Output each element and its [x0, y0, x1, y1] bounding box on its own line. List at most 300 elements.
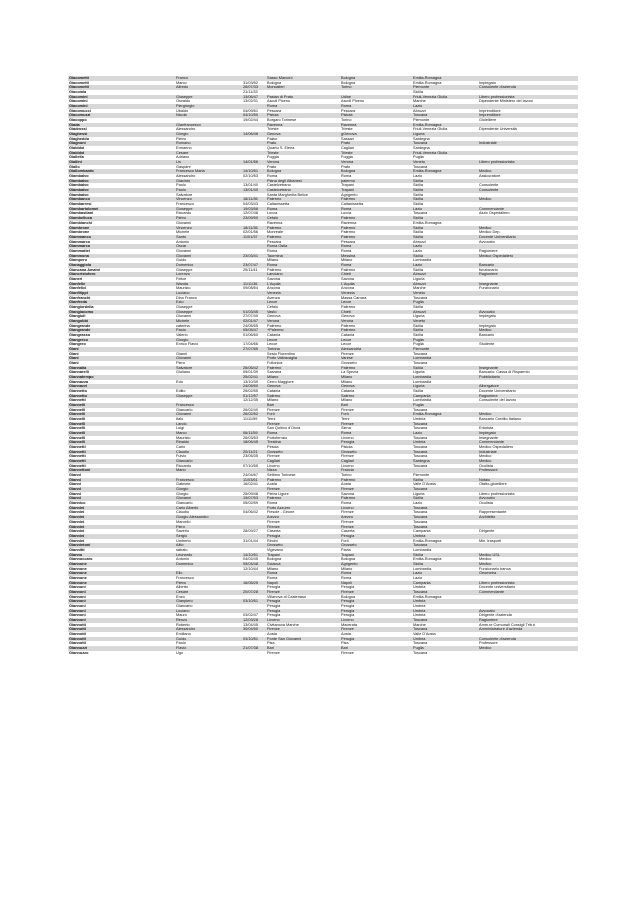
town-cell: Milano: [266, 398, 340, 403]
town-cell: Napoli: [266, 581, 340, 586]
town-cell: Villanova di Castenaso: [266, 595, 340, 600]
first-name-cell: Leonardo: [175, 553, 242, 558]
town-cell: Cerro Maggiore: [266, 380, 340, 385]
first-name-cell: Valerio: [175, 333, 242, 338]
profession-cell: Avvocato: [478, 310, 578, 315]
town-cell: Pescara: [266, 240, 340, 245]
profession-cell: Medico Ospedaliero: [478, 254, 578, 259]
region-cell: Lazio: [412, 104, 478, 109]
surname-cell: Giannelli: [68, 417, 175, 422]
region-cell: Valle D'Aosta: [412, 482, 478, 487]
town-cell: Trieste: [266, 151, 340, 156]
profession-cell: Assicuratore: [478, 174, 578, 179]
region-cell: Lazio: [412, 431, 478, 436]
town-cell: Bari: [266, 403, 340, 408]
first-name-cell: Francesco: [175, 403, 242, 408]
region-cell: Toscana: [412, 515, 478, 520]
profession-cell: Dipendente Ministero del lavoro: [478, 99, 578, 104]
birth-date-cell: 11/01/37: [242, 235, 266, 240]
first-name-cell: Ezio: [175, 300, 242, 305]
first-name-cell: Mario: [175, 468, 242, 473]
surname-cell: Giannini: [68, 510, 175, 515]
birth-date-cell: 20/11/21: [242, 450, 266, 455]
surname-cell: Giannatempo: [68, 375, 175, 380]
province-cell: Massa Carrara: [340, 296, 412, 301]
region-cell: Toscana: [412, 651, 478, 656]
birth-date-cell: 01/06/60: [242, 333, 266, 338]
birth-date-cell: 13/01/40: [242, 183, 266, 188]
profession-cell: Medico Dep.: [478, 230, 578, 235]
town-cell: Tortona: [266, 347, 340, 352]
town-cell: Palermo: [266, 366, 340, 371]
region-cell: Umbria: [412, 534, 478, 539]
first-name-cell: Giorgio: [175, 492, 242, 497]
town-cell: Rimini: [266, 539, 340, 544]
surname-cell: Giannintoni: [68, 543, 175, 548]
town-cell: Livorno: [266, 464, 340, 469]
birth-date-cell: 02/01/56: [242, 230, 266, 235]
region-cell: Sardegna: [412, 137, 478, 142]
surname-cell: Giangiacomo: [68, 310, 175, 315]
records-table: [68, 76, 578, 655]
town-cell: Palermo: [266, 235, 340, 240]
first-name-cell: Giovanni: [175, 412, 242, 417]
first-name-cell: Salvatore: [175, 193, 242, 198]
province-cell: Firenze: [340, 510, 412, 515]
province-cell: Firenze: [340, 525, 412, 530]
region-cell: Sicilia: [412, 366, 478, 371]
province-cell: Roma: [340, 431, 412, 436]
province-cell: Perugia: [340, 440, 412, 445]
town-cell: Firenze: [266, 525, 340, 530]
profession-cell: Libero professionista: [478, 492, 578, 497]
first-name-cell: Romano: [175, 141, 242, 146]
first-name-cell: Saverio: [175, 529, 242, 534]
profession-cell: Docente universitario: [478, 585, 578, 590]
province-cell: Venezia: [340, 291, 412, 296]
province-cell: Alessandria: [340, 347, 412, 352]
first-name-cell: Lis: [175, 160, 242, 165]
first-name-cell: Cesare: [175, 151, 242, 156]
birth-date-cell: 18/11/36: [242, 226, 266, 231]
town-cell: Livorno: [266, 618, 340, 623]
town-cell: Piana degli Albanesi: [266, 179, 340, 184]
profession-cell: Insegnante: [478, 436, 578, 441]
town-cell: Savona: [266, 277, 340, 282]
province-cell: Terni: [340, 417, 412, 422]
profession-cell: Professore: [478, 468, 578, 473]
region-cell: Sicilia: [412, 197, 478, 202]
profession-cell: Medico: [478, 562, 578, 567]
province-cell: Perugia: [340, 534, 412, 539]
town-cell: Perugia: [266, 585, 340, 590]
region-cell: Friuli-Venezia Giulia: [412, 151, 478, 156]
first-name-cell: Domenico: [175, 562, 242, 567]
region-cell: Lombardia: [412, 356, 478, 361]
surname-cell: Giannoni: [68, 599, 175, 604]
province-cell: Roma: [340, 174, 412, 179]
first-name-cell: Claudio: [175, 450, 242, 455]
profession-cell: Imprenditore: [478, 113, 578, 118]
first-name-cell: Piero: [175, 525, 242, 530]
profession-cell: Imprenditore: [478, 109, 578, 114]
province-cell: Milano: [340, 398, 412, 403]
province-cell: Trapani: [340, 183, 412, 188]
profession-cell: Ragioniere: [478, 394, 578, 399]
province-cell: Palermo: [340, 324, 412, 329]
province-cell: Milano: [340, 567, 412, 572]
town-cell: Roma: [266, 174, 340, 179]
province-cell: Bari: [340, 646, 412, 651]
birth-date-cell: 12/12/35: [242, 398, 266, 403]
region-cell: Friuli-Venezia Giulia: [412, 95, 478, 100]
surname-cell: Giannelli: [68, 426, 175, 431]
surname-cell: Giannotti: [68, 637, 175, 642]
surname-cell: Giangrande: [68, 328, 175, 333]
surname-cell: Giannelli: [68, 403, 175, 408]
province-cell: Agrigento: [340, 562, 412, 567]
region-cell: Umbria: [412, 440, 478, 445]
province-cell: Roma: [340, 576, 412, 581]
province-cell: Prato: [340, 165, 412, 170]
surname-cell: Giallella: [68, 155, 175, 160]
surname-cell: Giacometti: [68, 81, 175, 86]
profession-cell: Consulente d'azienda: [478, 637, 578, 642]
province-cell: Firenze: [340, 590, 412, 595]
region-cell: Liguria: [412, 314, 478, 319]
surname-cell: Giacomini: [68, 104, 175, 109]
birth-date-cell: 14/01/56: [242, 160, 266, 165]
birth-date-cell: 09/01/39: [242, 370, 266, 375]
surname-cell: Giambartolomei: [68, 207, 175, 212]
birth-date-cell: 26/07/33: [242, 85, 266, 90]
first-name-cell: Gianni: [175, 352, 242, 357]
town-cell: Pisa: [266, 641, 340, 646]
profession-cell: Professore: [478, 641, 578, 646]
first-name-cell: Salvatore: [175, 366, 242, 371]
first-name-cell: Ermanno: [175, 146, 242, 151]
first-name-cell: Pietro: [175, 137, 242, 142]
province-cell: Ravenna: [340, 221, 412, 226]
first-name-cell: Roberto: [175, 623, 242, 628]
profession-cell: Consulente del lavoro: [478, 398, 578, 403]
birth-date-cell: 13/06/47: [242, 95, 266, 100]
surname-cell: Gianfelle: [68, 282, 175, 287]
profession-cell: Libero professionista: [478, 95, 578, 100]
surname-cell: Giannone: [68, 581, 175, 586]
town-cell: Bologna: [266, 169, 340, 174]
first-name-cell: Giuliano: [175, 370, 242, 375]
province-cell: Palermo: [340, 216, 412, 221]
region-cell: Campania: [412, 581, 478, 586]
town-cell: Palermo: [266, 478, 340, 483]
first-name-cell: Paolo: [175, 641, 242, 646]
first-name-cell: Francesco: [175, 478, 242, 483]
surname-cell: Giangreco: [68, 338, 175, 343]
province-cell: Catania: [340, 389, 412, 394]
profession-cell: Medico: [478, 459, 578, 464]
profession-cell: Funzionario banca: [478, 567, 578, 572]
region-cell: Toscana: [412, 141, 478, 146]
region-cell: Liguria: [412, 384, 478, 389]
town-cell: Foggia: [266, 155, 340, 160]
birth-date-cell: 14/10/51: [242, 169, 266, 174]
town-cell: Catania: [266, 389, 340, 394]
province-cell: Torino: [340, 85, 412, 90]
first-name-cell: Umberto: [175, 539, 242, 544]
birth-date-cell: 13/10/39: [242, 380, 266, 385]
birth-date-cell: 05/02/59: [242, 501, 266, 506]
profession-cell: Medico: [478, 328, 578, 333]
province-cell: Livorno: [340, 464, 412, 469]
region-cell: Lazio: [412, 249, 478, 254]
surname-cell: Giannico: [68, 501, 175, 506]
first-name-cell: Giancarlo: [175, 459, 242, 464]
town-cell: Pescia: [266, 445, 340, 450]
birth-date-cell: 13/04/45: [242, 623, 266, 628]
province-cell: Palermo: [340, 496, 412, 501]
province-cell: Roma: [340, 571, 412, 576]
birth-date-cell: 13/02/31: [242, 99, 266, 104]
first-name-cell: Flavio: [175, 646, 242, 651]
surname-cell: Gianfelici: [68, 286, 175, 291]
region-cell: Sicilia: [412, 553, 478, 558]
profession-cell: Notaio: [478, 478, 578, 483]
province-cell: Bologna: [340, 557, 412, 562]
profession-cell: Impiegato: [478, 431, 578, 436]
province-cell: Firenze: [340, 408, 412, 413]
first-name-cell: Giuseppe: [175, 207, 242, 212]
profession-cell: Medico: [478, 226, 578, 231]
surname-cell: Giannelli: [68, 412, 175, 417]
province-cell: Agrigento: [340, 193, 412, 198]
town-cell: Moncalieri: [266, 85, 340, 90]
town-cell: Forlì: [266, 412, 340, 417]
profession-cell: Medico: [478, 454, 578, 459]
region-cell: Piemonte: [412, 473, 478, 478]
province-cell: Firenze: [340, 651, 412, 656]
surname-cell: Giambalvo: [68, 188, 175, 193]
birth-date-cell: 11/11/36: [242, 282, 266, 287]
region-cell: Toscana: [412, 543, 478, 548]
first-name-cell: Vincenzo: [175, 197, 242, 202]
town-cell: Vasto: [266, 310, 340, 315]
region-cell: Sardegna: [412, 459, 478, 464]
profession-cell: Medico: [478, 412, 578, 417]
profession-cell: Amministratore d'azienda: [478, 627, 578, 632]
region-cell: Toscana: [412, 510, 478, 515]
region-cell: Sicilia: [412, 324, 478, 329]
first-name-cell: Osvaldo: [175, 99, 242, 104]
surname-cell: Giacomini: [68, 95, 175, 100]
birth-date-cell: 18/06/45: [242, 440, 266, 445]
surname-cell: Giammarco: [68, 240, 175, 245]
first-name-cell: Domenico: [175, 263, 242, 268]
town-cell: Catania: [266, 333, 340, 338]
profession-cell: Consulente: [478, 183, 578, 188]
profession-cell: Rappresentante: [478, 510, 578, 515]
profession-cell: Industriale: [478, 450, 578, 455]
region-cell: Toscana: [412, 641, 478, 646]
province-cell: Palermo: [340, 366, 412, 371]
birth-date-cell: 11/03/61: [242, 478, 266, 483]
birth-date-cell: 02/10/53: [242, 174, 266, 179]
town-cell: Sciacca: [266, 562, 340, 567]
first-name-cell: Alfredo: [175, 85, 242, 90]
first-name-cell: Wanda: [175, 282, 242, 287]
town-cell: Genova: [266, 132, 340, 137]
profession-cell: Avvocato: [478, 609, 578, 614]
region-cell: Toscana: [412, 361, 478, 366]
region-cell: Toscana: [412, 618, 478, 623]
first-name-cell: Giancarlo: [175, 501, 242, 506]
surname-cell: Giacometti: [68, 76, 175, 81]
birth-date-cell: 24/05/50: [242, 384, 266, 389]
province-cell: Bari: [340, 403, 412, 408]
surname-cell: Giannelli: [68, 436, 175, 441]
province-cell: L'Aquila: [340, 282, 412, 287]
surname-cell: Giangreo: [68, 342, 175, 347]
surname-cell: Giannelli: [68, 408, 175, 413]
birth-date-cell: 26/02/40: [242, 408, 266, 413]
first-name-cell: Giovanni: [175, 221, 242, 226]
region-cell: Puglia: [412, 338, 478, 343]
first-name-cell: Guido: [175, 258, 242, 263]
province-cell: Trapani: [340, 188, 412, 193]
first-name-cell: Riccardo: [175, 211, 242, 216]
town-cell: Lecce: [266, 300, 340, 305]
province-cell: Catania: [340, 333, 412, 338]
town-cell: Roma Ostia: [266, 244, 340, 249]
profession-cell: Otalto-gioielliere: [478, 482, 578, 487]
region-cell: Toscana: [412, 113, 478, 118]
profession-cell: Dirigente: [478, 529, 578, 534]
first-name-cell: Luciano: [175, 291, 242, 296]
first-name-cell: Dino Franco: [175, 296, 242, 301]
province-cell: Palermo: [340, 230, 412, 235]
region-cell: Lombardia: [412, 567, 478, 572]
town-cell: Firenze: [266, 454, 340, 459]
first-name-cell: Giorgio: [175, 338, 242, 343]
first-name-cell: Adriano: [175, 155, 242, 160]
surname-cell: Gianfranchi: [68, 296, 175, 301]
region-cell: Abruzzi: [412, 282, 478, 287]
surname-cell: Giannazzi: [68, 384, 175, 389]
first-name-cell: Franco: [175, 76, 242, 81]
profession-cell: Ragioniere: [478, 618, 578, 623]
birth-date-cell: 03/02/47: [242, 613, 266, 618]
province-cell: Milano: [340, 375, 412, 380]
profession-cell: Ragioniere: [478, 272, 578, 277]
surname-cell: Giancana Amaini: [68, 268, 175, 273]
profession-cell: Medico Ospedaliero: [478, 445, 578, 450]
birth-date-cell: 23/07/47: [242, 263, 266, 268]
first-name-cell: Giovanni: [175, 249, 242, 254]
province-cell: Grosseto: [340, 543, 412, 548]
region-cell: Sicilia: [412, 478, 478, 483]
province-cell: Genova: [340, 314, 412, 319]
surname-cell: Giannotti: [68, 623, 175, 628]
spreadsheet: [68, 76, 578, 655]
province-cell: Verona: [340, 319, 412, 324]
birth-date-cell: 25/11/41: [242, 268, 266, 273]
birth-date-cell: 16/05/25: [242, 581, 266, 586]
province-cell: Firenze: [340, 487, 412, 492]
profession-cell: funzionario: [478, 268, 578, 273]
first-name-cell: Gabriele: [175, 482, 242, 487]
first-name-cell: Fulvio: [175, 454, 242, 459]
birth-date-cell: 09/08/54: [242, 286, 266, 291]
first-name-cell: Giancarlo: [175, 408, 242, 413]
birth-date-cell: 28/09/27: [242, 529, 266, 534]
surname-cell: Giagnoni: [68, 141, 175, 146]
surname-cell: Giallini: [68, 160, 175, 165]
province-cell: Bologna: [340, 76, 412, 81]
birth-date-cell: 02/01/47: [242, 319, 266, 324]
region-cell: Toscana: [412, 464, 478, 469]
birth-date-cell: 05/04/48: [242, 562, 266, 567]
birth-date-cell: 23/05/35: [242, 454, 266, 459]
town-cell: Roma: [266, 207, 340, 212]
region-cell: Toscana: [412, 422, 478, 427]
town-cell: Portoferraio: [266, 436, 340, 441]
first-name-cell: Enrico Flavio: [175, 342, 242, 347]
first-name-cell: Lando: [175, 422, 242, 427]
surname-cell: Giannetti: [68, 454, 175, 459]
profession-cell: Medico: [478, 557, 578, 562]
profession-cell: Architetto: [478, 515, 578, 520]
town-cell: Fiesole - Girone: [266, 510, 340, 515]
province-cell: Savona: [340, 492, 412, 497]
surname-cell: Giannetti: [68, 445, 175, 450]
region-cell: Veneto: [412, 319, 478, 324]
surname-cell: Giacomucci: [68, 109, 175, 114]
region-cell: Toscana: [412, 520, 478, 525]
first-name-cell: Marco: [175, 81, 242, 86]
region-cell: Abruzzi: [412, 310, 478, 315]
town-cell: Palermo: [266, 197, 340, 202]
province-cell: Sassari: [340, 137, 412, 142]
town-cell: Cagliari: [266, 459, 340, 464]
surname-cell: Gianfilippi: [68, 291, 175, 296]
profession-cell: Studente: [478, 342, 578, 347]
town-cell: Verona: [266, 160, 340, 165]
surname-cell: Gianfreda: [68, 300, 175, 305]
surname-cell: Giamperu: [68, 258, 175, 263]
surname-cell: Giancristoforo: [68, 272, 175, 277]
profession-cell: Consulente d'azienda: [478, 85, 578, 90]
surname-cell: Giacoppo: [68, 118, 175, 123]
surname-cell: Giannetti: [68, 459, 175, 464]
first-name-cell: Enzo: [175, 595, 242, 600]
region-cell: Sicilia: [412, 268, 478, 273]
town-cell: Firenze: [266, 651, 340, 656]
region-cell: Toscana: [412, 426, 478, 431]
birth-date-cell: 19/02/44: [242, 118, 266, 123]
province-cell: Grosseto: [340, 361, 412, 366]
region-cell: Toscana: [412, 445, 478, 450]
first-name-cell: Marco: [175, 431, 242, 436]
surname-cell: Giani: [68, 347, 175, 352]
surname-cell: Giallombardo: [68, 169, 175, 174]
town-cell: Terni: [266, 417, 340, 422]
region-cell: Emilia-Romagna: [412, 539, 478, 544]
first-name-cell: Maurizio: [175, 436, 242, 441]
town-cell: Lucca: [266, 211, 340, 216]
surname-cell: Giaghessi: [68, 132, 175, 137]
region-cell: Umbria: [412, 637, 478, 642]
region-cell: Emilia-Romagna: [412, 81, 478, 86]
